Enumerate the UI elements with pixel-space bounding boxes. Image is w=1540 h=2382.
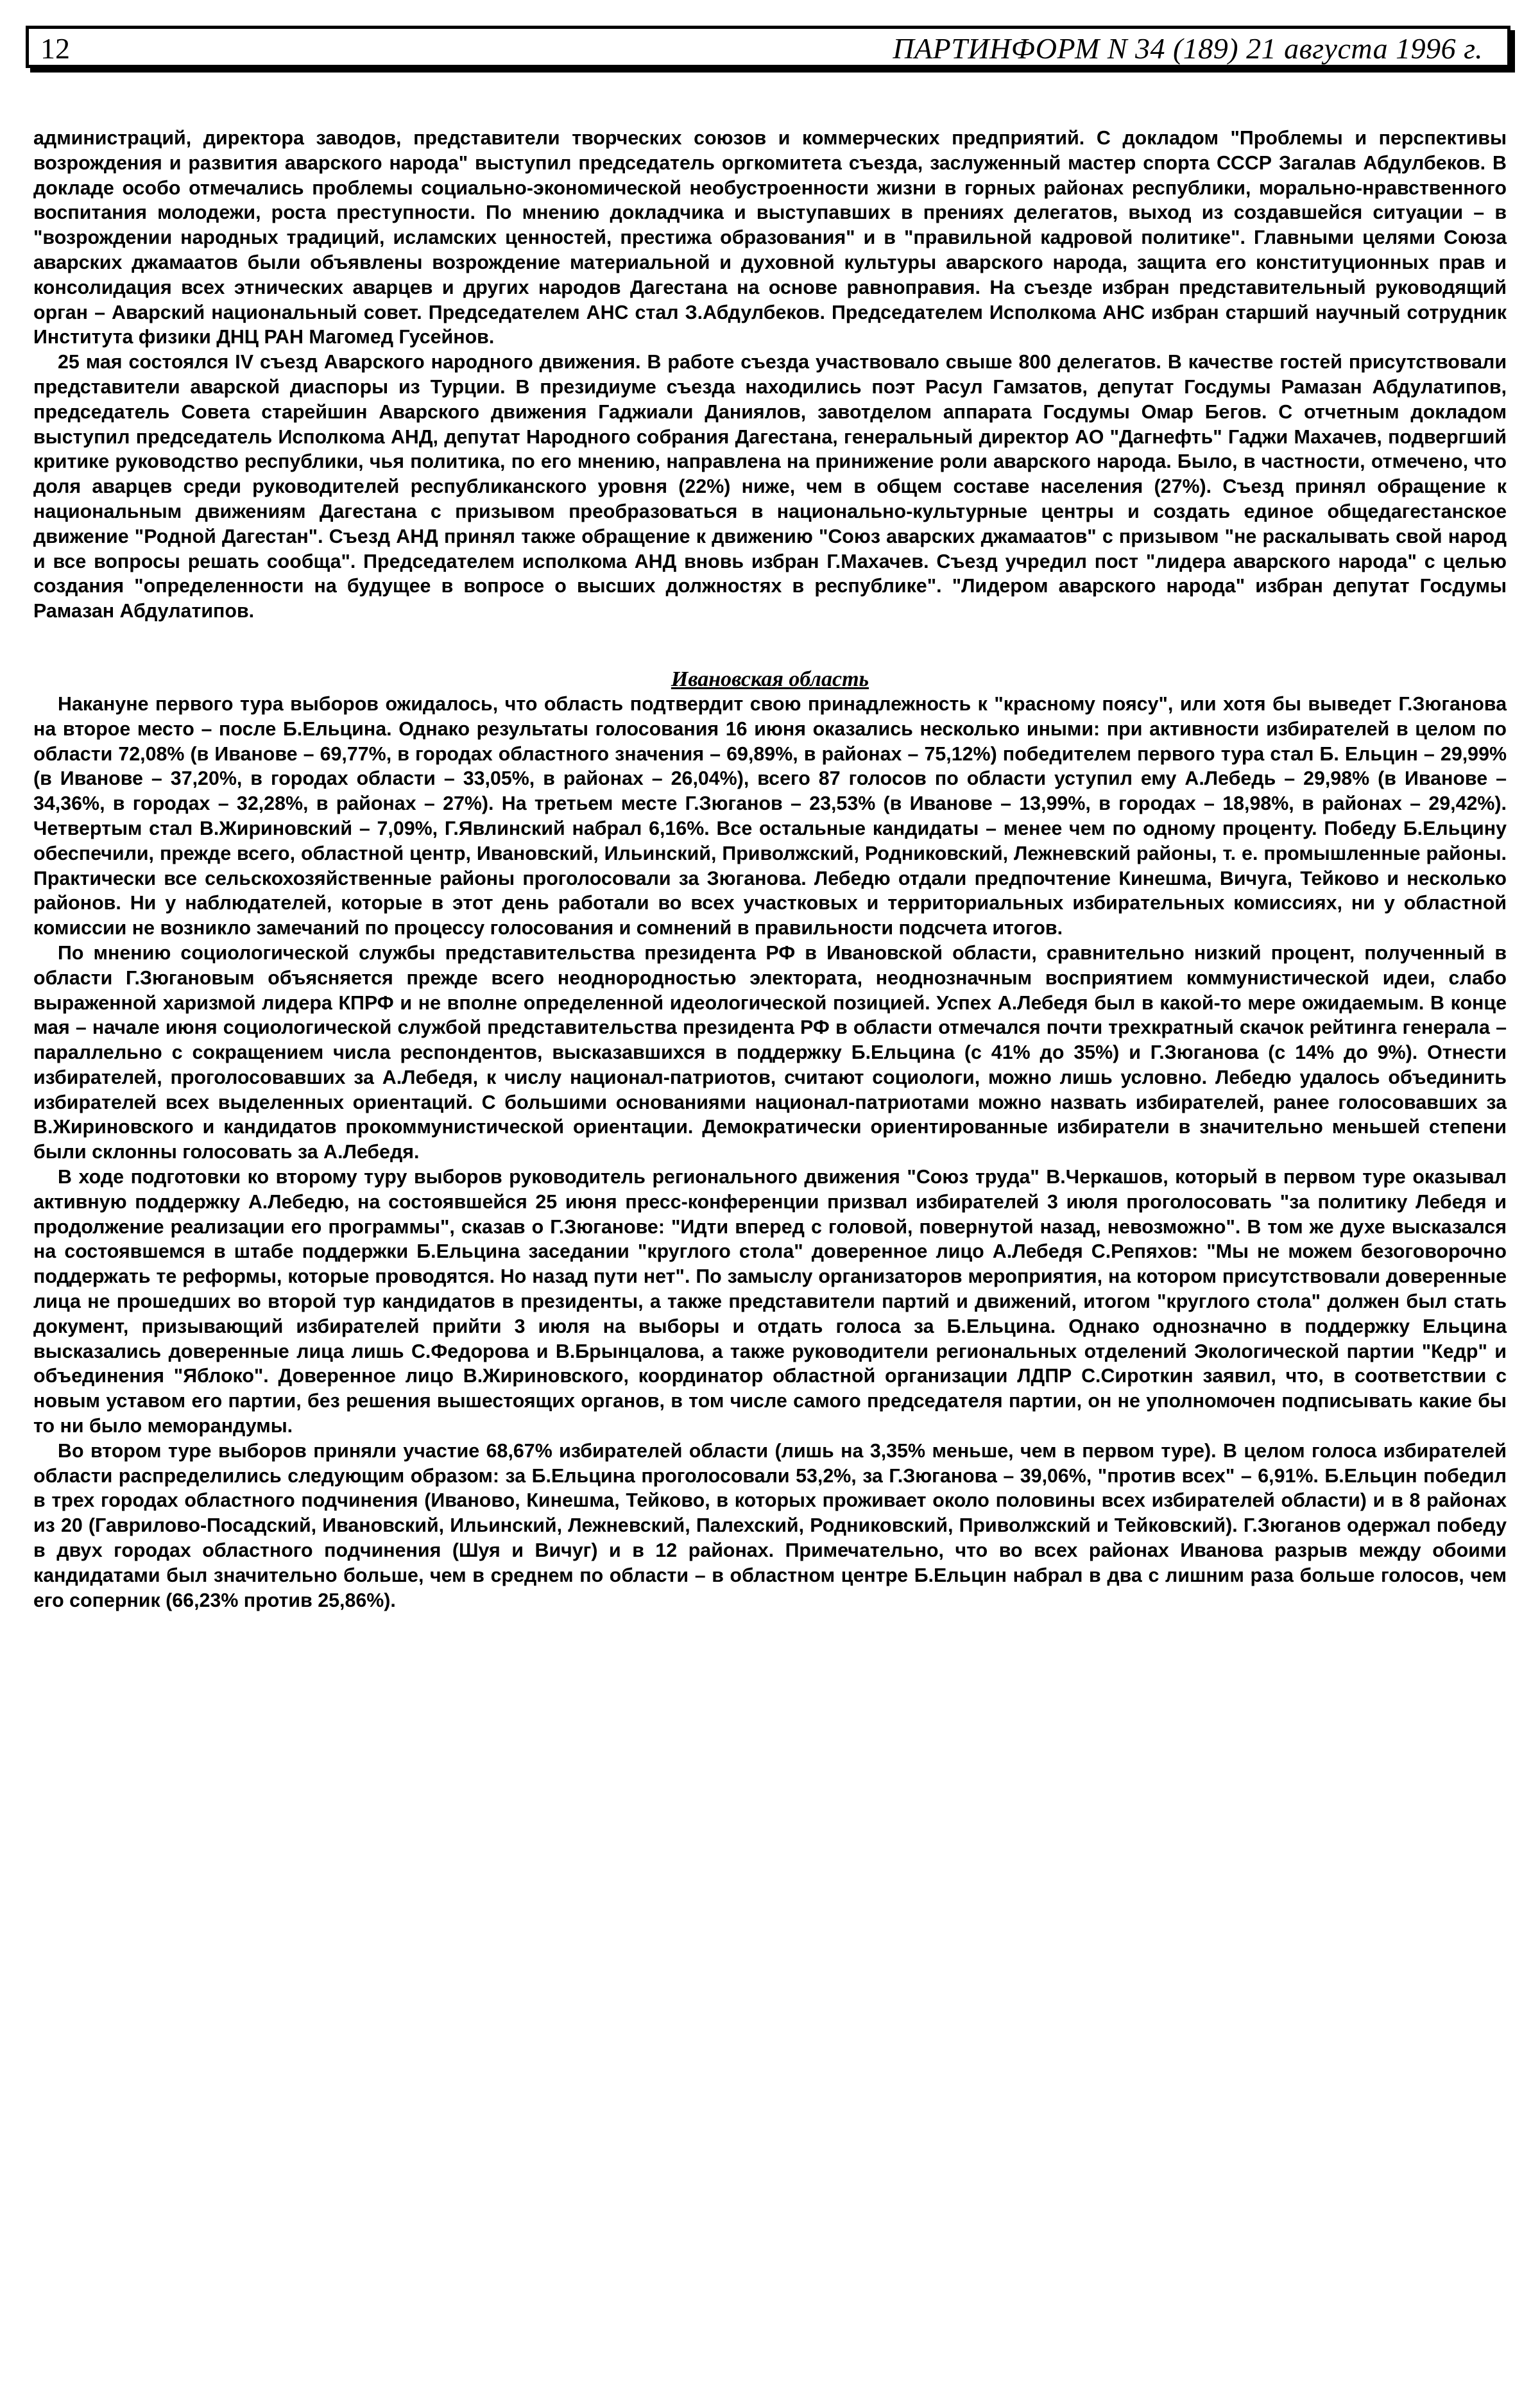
- page-header: [26, 26, 1510, 68]
- issue-line: ПАРТИНФОРМ N 34 (189) 21 августа 1996 г.: [893, 32, 1483, 65]
- paragraph: В ходе подготовки ко второму туру выборов руководитель регионального движения "Союз труда" В.Черкашов, который в первом туре оказывал активную поддержку А.Лебедю, на состоявшейся 25 июня пресс-конференции призвал избирателей 3 июля проголосовать "за политику Лебедя и продолжение реализации его программы", сказав о Г.Зюганове: "Идти вперед с головой, повернутой назад, невозможно". В том же духе высказался на состоявшемся в штабе поддержки Б.Ельцина заседании "круглого стола" доверенное лицо А.Лебедя С.Репяхов: "Мы не можем безоговорочно поддержать те реформы, которые проводятся. Но назад пути нет". По замыслу организаторов мероприятия, на котором присутствовали доверенные лица не прошедших во второй тур кандидатов в президенты, а также представители партий и движений, итогом "круглого стола" должен был стать документ, призывающий избирателей прийти 3 июля на выборы и отдать голоса за Б.Ельцина. Однако однозначно в поддержку Ельцина высказались доверенные лица лишь С.Федорова и В.Брынцалова, а также руководители региональных отделений Экологической партии "Кедр" и объединения "Яблоко". Доверенное лицо В.Жириновского, координатор областной организации ЛДПР С.Сироткин заявил, что, в соответствии с новым уставом его партии, без решения вышестоящих органов, в том числе самого председателя партии, он не уполномочен подписывать какие бы то ни было меморандумы.: [33, 1166, 1507, 1437]
- paragraph: Накануне первого тура выборов ожидалось, что область подтвердит свою принадлежность к "красному поясу", или хотя бы выведет Г.Зюганова на второе место – после Б.Ельцина. Однако результаты голосования 16 июня оказались несколько иными: при активности избирателей в целом по области 72,08% (в Иванове – 69,77%, в городах областного значения – 69,89%, в районах – 75,12%) победителем первого тура стал Б. Ельцин – 29,99% (в Иванове – 37,20%, в городах области – 33,05%, в районах – 26,04%), всего 87 голосов по области уступил ему А.Лебедь – 29,98% (в Иванове – 34,36%, в городах – 32,28%, в районах – 27%). На третьем месте Г.Зюганов – 23,53% (в Иванове – 13,99%, в городах – 18,98%, в районах – 29,42%). Четвертым стал В.Жириновский – 7,09%, Г.Явлинский набрал 6,16%. Все остальные кандидаты – менее чем по одному проценту. Победу Б.Ельцину обеспечили, прежде всего, областной центр, Ивановский, Ильинский, Приволжский, Родниковский, Лежневский районы, т. е. промышленные районы. Практически все сельскохозяйственные районы проголосовали за Зюганова. Лебедю отдали предпочтение Кинешма, Вичуга, Тейково и несколько районов. Ни у наблюдателей, которые в этот день работали во всех участковых и территориальных избирательных комиссиях, ни у областной комиссии не возникло замечаний по процессу голосования и сомнений в правильности подсчета итогов.: [33, 692, 1507, 939]
- section-title: Ивановская область: [671, 667, 869, 691]
- paragraph: Во втором туре выборов приняли участие 68,67% избирателей области (лишь на 3,35% меньше, чем в первом туре). В целом голоса избирателей области распределились следующим образом: за Б.Ельцина проголосовали 53,2%, за Г.Зюганова – 39,06%, "против всех" – 6,91%. Б.Ельцин победил в трех городах областного подчинения (Иваново, Кинешма, Тейково, в которых проживает около половины всех избирателей области) и в 8 районах из 20 (Гаврилово-Посадский, Ивановский, Ильинский, Лежневский, Палехский, Родниковский, Приволжский и Тейковский). Г.Зюганов одержал победу в двух городах областного подчинения (Шуя и Вичуг) и в 12 районах. Примечательно, что во всех районах Иванова разрыв между обоими кандидатами был значительно больше, чем в среднем по области – в областном центре Б.Ельцин набрал в два с лишним раза больше голосов, чем его соперник (66,23% против 25,86%).: [33, 1439, 1507, 1611]
- article-body: [33, 126, 1507, 1613]
- paragraph: 25 мая состоялся IV съезд Аварского народного движения. В работе съезда участвовало свыше 800 делегатов. В качестве гостей присутствовали представители аварской диаспоры из Турции. В президиуме съезда находились поэт Расул Гамзатов, депутат Госдумы Рамазан Абдулатипов, председатель Совета старейшин Аварского движения Гаджиали Даниялов, завотделом аппарата Госдумы Омар Бегов. С отчетным докладом выступил председатель Исполкома АНД, депутат Народного собрания Дагестана, генеральный директор АО "Дагнефть" Гаджи Махачев, подвергший критике руководство республики, чья политика, по его мнению, направлена на принижение роли аварского народа. Было, в частности, отмечено, что доля аварцев среди руководителей республиканского уровня (22%) ниже, чем в общем составе населения (27%). Съезд принял обращение к национальным движениям Дагестана с призывом преобразоваться в национально-культурные центры и создать единое общедагестанское движение "Родной Дагестан". Съезд АНД принял также обращение к движению "Союз аварских джамаатов" с призывом "не раскалывать свой народ и все вопросы решать сообща". Председателем исполкома АНД вновь избран Г.Махачев. Съезд учредил пост "лидера аварского народа" с целью создания "определенности на будущее в вопросе о высших должностях в республике". "Лидером аварского народа" избран депутат Госдумы Рамазан Абдулатипов.: [33, 351, 1507, 622]
- paragraph: По мнению социологической службы представительства президента РФ в Ивановской области, сравнительно низкий процент, полученный в области Г.Зюгановым объясняется прежде всего неоднородностью электората, неоднозначным восприятием коммунистической идеи, слабо выраженной харизмой лидера КПРФ и не вполне определенной идеологической позицией. Успех А.Лебедя был в какой-то мере ожидаемым. В конце мая – начале июня социологической службой представительства президента РФ в области отмечался почти трехкратный скачок рейтинга генерала – параллельно с сокращением числа респондентов, высказавшихся в поддержку Б.Ельцина (с 41% до 35%) и Г.Зюганова (с 14% до 9%). Отнести избирателей, проголосовавших за А.Лебедя, к числу национал-патриотов, считают социологи, можно лишь условно. Лебедю удалось объединить избирателей всех выделенных ориентаций. С большими основаниями национал-патриотами можно назвать избирателей, ранее голосовавших за В.Жириновского и кандидатов прокоммунистической ориентации. Демократически ориентированные избиратели в значительно меньшей степени были склонны голосовать за А.Лебедя.: [33, 941, 1507, 1163]
- paragraph: администраций, директора заводов, представители творческих союзов и коммерческих предприятий. С докладом "Проблемы и перспективы возрождения и развития аварского народа" выступил председатель оргкомитета съезда, заслуженный мастер спорта СССР Загалав Абдулбеков. В докладе особо отмечались проблемы социально-экономической необустроенности жизни в горных районах республики, морально-нравственного воспитания молодежи, роста преступности. По мнению докладчика и выступавших в прениях делегатов, выход из создавшейся ситуации – в "возрождении народных традиций, исламских ценностей, престижа образования" и в "правильной кадровой политике". Главными целями Союза аварских джамаатов были объявлены возрождение материальной и духовной культуры аварского народа, защита его конституционных прав и консолидация всех этнических аварцев и других народов Дагестана на основе равноправия. На съезде избран представительный руководящий орган – Аварский национальный совет. Председателем АНС стал З.Абдулбеков. Председателем Исполкома АНС избран старший научный сотрудник Института физики ДНЦ РАН Магомед Гусейнов.: [33, 127, 1507, 348]
- page-number: 12: [40, 32, 70, 65]
